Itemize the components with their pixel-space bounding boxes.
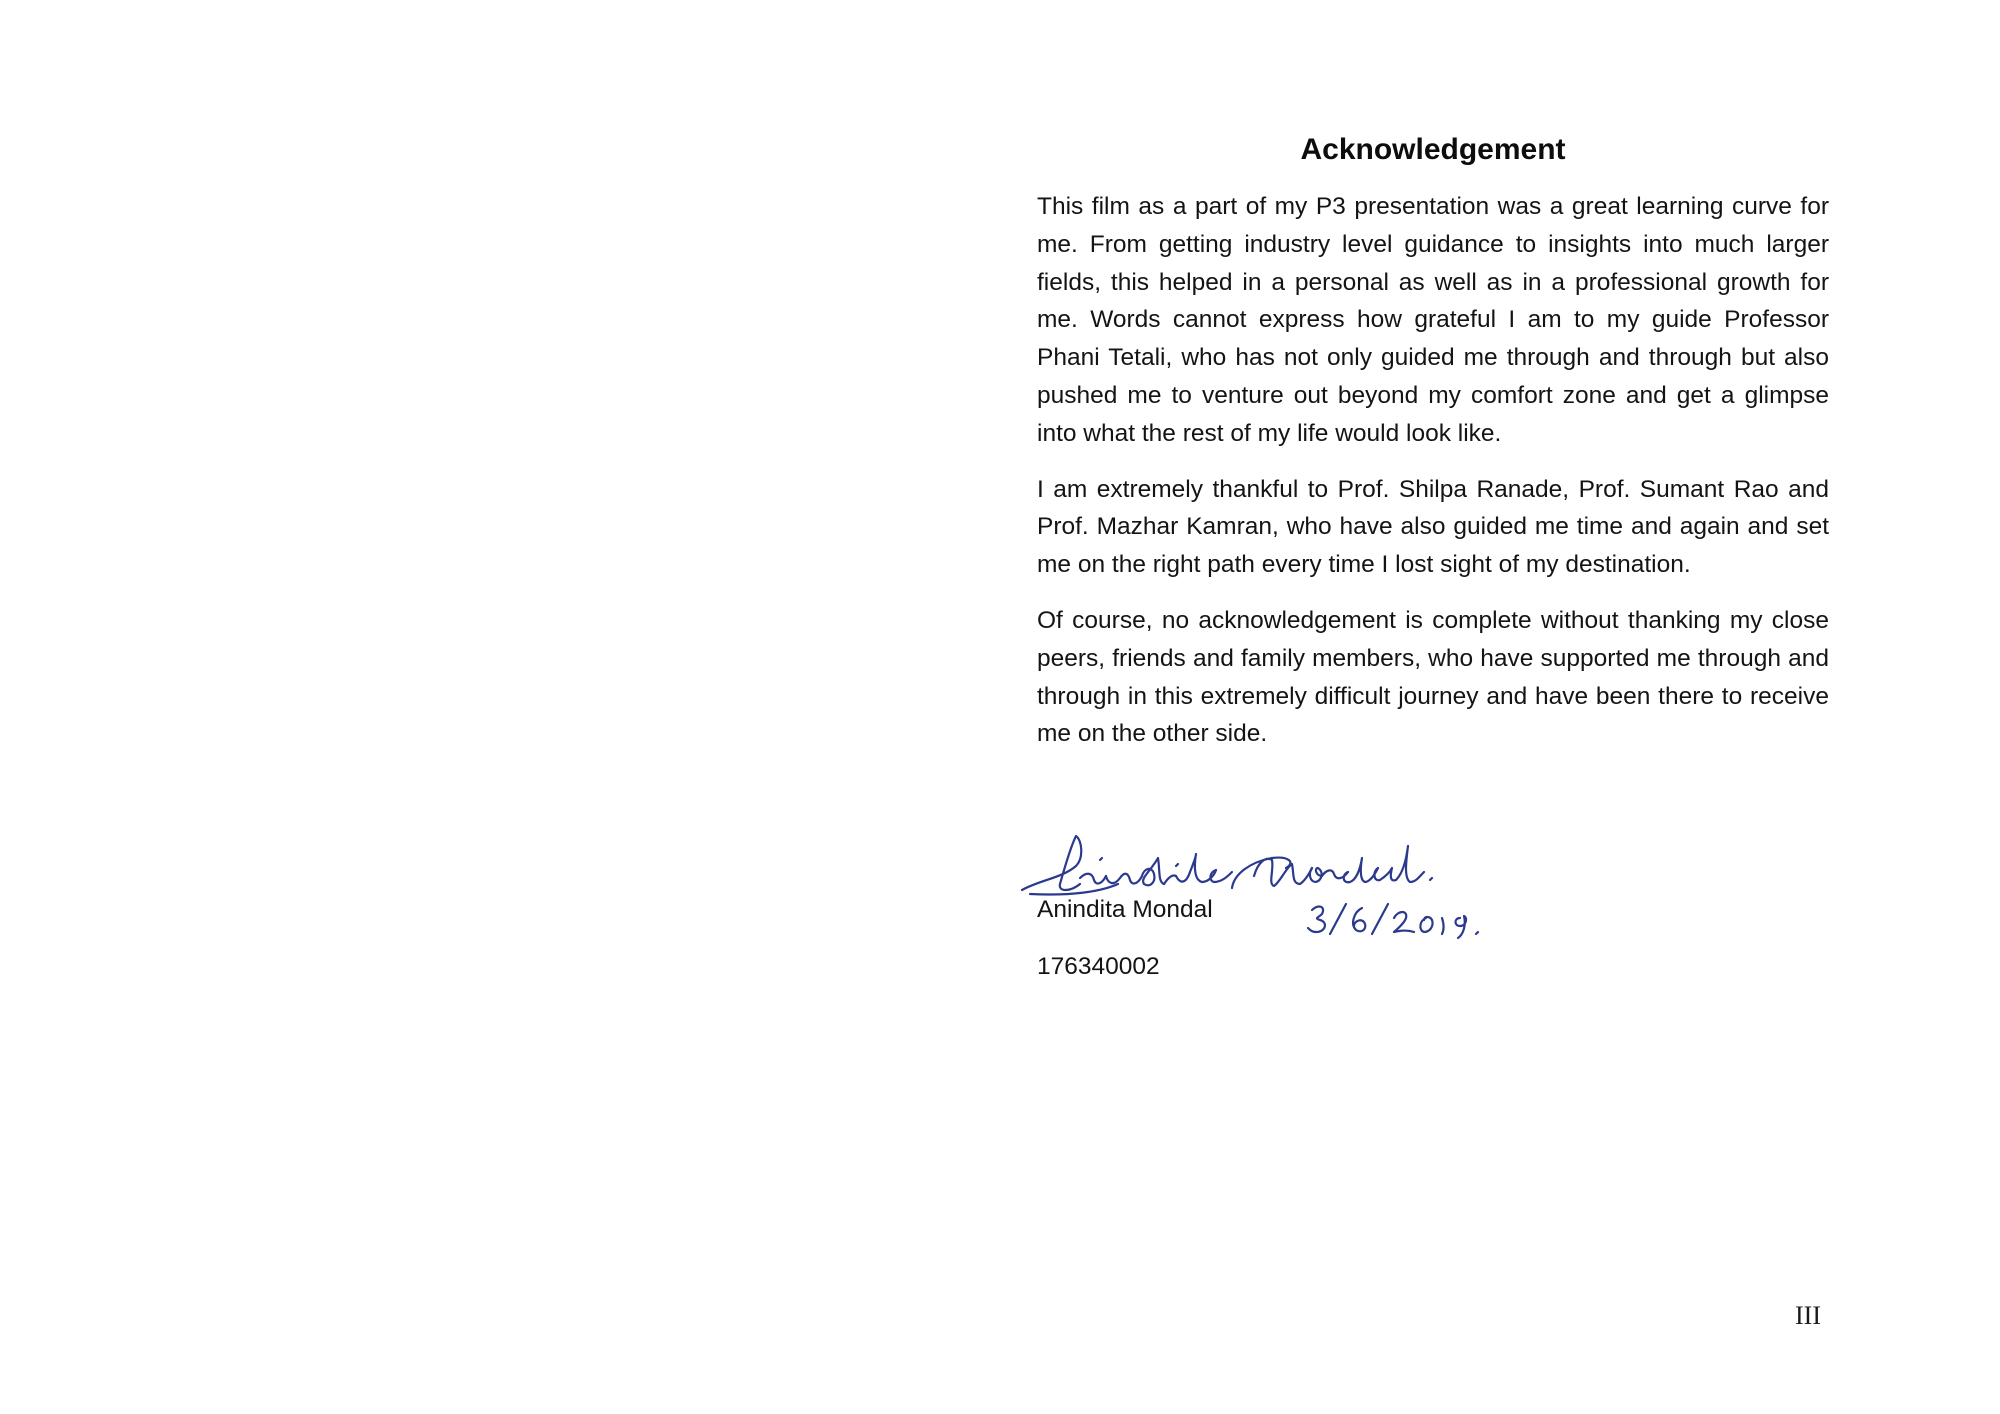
paragraph-learning-curve: This film as a part of my P3 presentation was a great learning curve for me. From getting industry level guidance to insights into much larger fields, this helped in a personal as well as in a professional growth for me. Words cannot express how grateful I am to my guide Professor Phani Tetali, who has not only guided me through and through but also pushed me to venture out beyond my comfort zone and get a glimpse into what the rest of my life would look like. bbox=[1037, 193, 1829, 447]
handwritten-signature bbox=[1010, 818, 1530, 953]
signature-image bbox=[1010, 818, 1530, 953]
paragraph-thanks-professors: I am extremely thankful to Prof. Shilpa Ranade, Prof. Sumant Rao and Prof. Mazhar Kamran, who have also guided me time and again and set me on the right path every time I lost sight of my destination. bbox=[1037, 475, 1829, 579]
acknowledgement-section bbox=[1037, 130, 1829, 771]
signer-id: 176340002 bbox=[1037, 953, 1160, 980]
page-title: Acknowledgement bbox=[1300, 133, 1566, 166]
signer-name: Anindita Mondal bbox=[1037, 896, 1213, 923]
paragraph-thanks-family: Of course, no acknowledgement is complete without thanking my close peers, friends and family members, who have supported me through and through in this extremely difficult journey and have been there to receive me on the other side. bbox=[1037, 606, 1829, 748]
page-number: III bbox=[1795, 1301, 1821, 1330]
